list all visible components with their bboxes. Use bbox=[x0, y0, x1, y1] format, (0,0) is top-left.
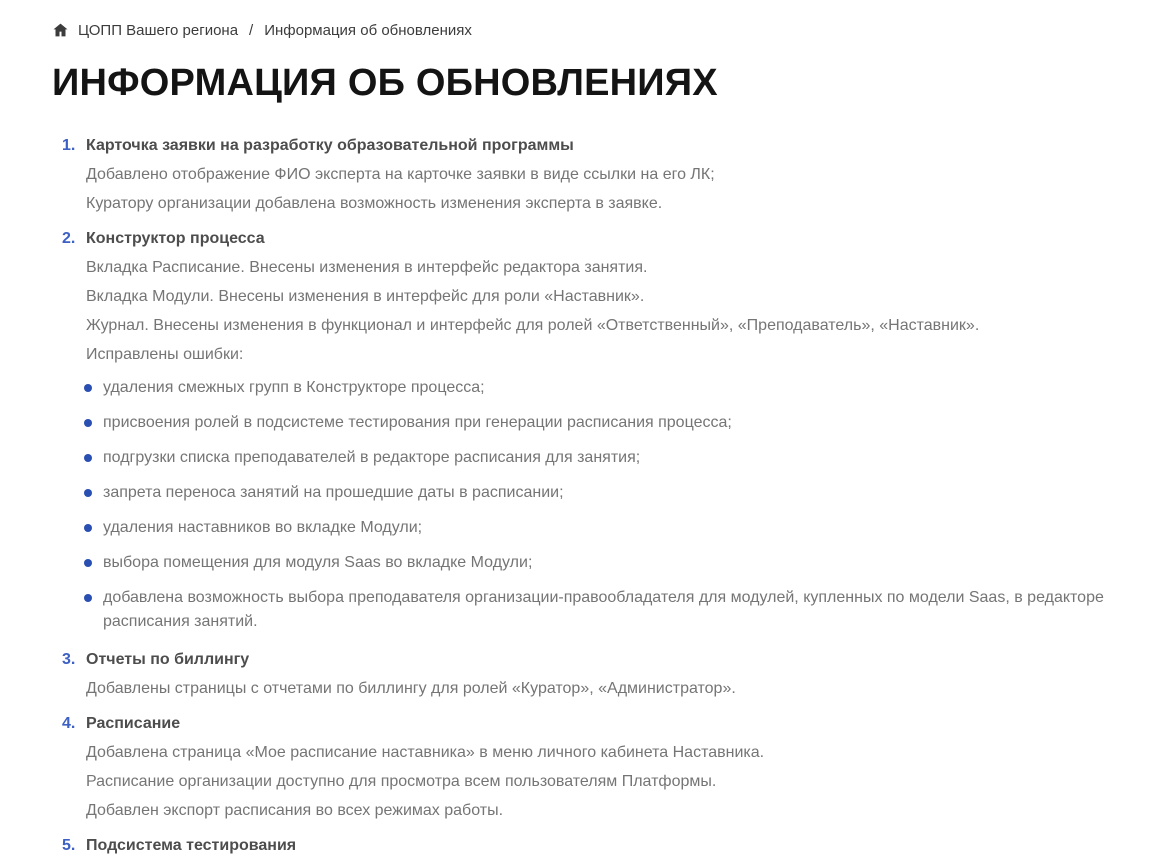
bullet-text: запрета переноса занятий на прошедшие даты в расписании; bbox=[103, 484, 564, 501]
bullet-item bbox=[86, 551, 1121, 575]
bullet-item bbox=[86, 586, 1121, 634]
bullet-item bbox=[86, 446, 1121, 470]
update-paragraph: Куратору организации добавлена возможность изменения эксперта в заявке. bbox=[86, 195, 663, 212]
update-title: Отчеты по биллингу bbox=[86, 651, 250, 668]
update-item bbox=[62, 224, 1121, 634]
update-head bbox=[62, 224, 1121, 253]
breadcrumb-current: Информация об обновлениях bbox=[264, 21, 472, 39]
update-number: 1. bbox=[62, 137, 76, 154]
update-paragraph: Вкладка Расписание. Внесены изменения в интерфейс редактора занятия. bbox=[86, 259, 648, 276]
update-paragraph: Вкладка Модули. Внесены изменения в интерфейс для роли «Наставник». bbox=[86, 288, 645, 305]
update-item bbox=[62, 645, 1121, 703]
update-body bbox=[62, 738, 1121, 825]
breadcrumb bbox=[52, 19, 1121, 41]
bullet-dot-icon bbox=[84, 524, 92, 532]
update-number: 5. bbox=[62, 837, 76, 854]
updates-list bbox=[52, 131, 1121, 860]
update-number: 3. bbox=[62, 651, 76, 668]
update-title: Расписание bbox=[86, 715, 181, 732]
update-paragraph: Журнал. Внесены изменения в функционал и интерфейс для ролей «Ответственный», «Преподаватель», «Наставник». bbox=[86, 317, 980, 334]
update-head bbox=[62, 831, 1121, 860]
update-title: Подсистема тестирования bbox=[86, 837, 297, 854]
update-title: Карточка заявки на разработку образовательной программы bbox=[86, 137, 574, 154]
bullet-text: выбора помещения для модуля Saas во вкладке Модули; bbox=[103, 554, 533, 571]
bullet-text: присвоения ролей в подсистеме тестирования при генерации расписания процесса; bbox=[103, 414, 732, 431]
update-item bbox=[62, 831, 1121, 860]
page-title: ИНФОРМАЦИЯ ОБ ОБНОВЛЕНИЯХ bbox=[52, 62, 718, 104]
bullet-item bbox=[86, 376, 1121, 400]
bullet-text: удаления смежных групп в Конструкторе процесса; bbox=[103, 379, 485, 396]
bullet-item bbox=[86, 516, 1121, 540]
breadcrumb-root-link[interactable]: ЦОПП Вашего региона bbox=[78, 21, 239, 39]
update-body bbox=[62, 674, 1121, 703]
update-paragraph: Добавлена страница «Мое расписание наставника» в меню личного кабинета Наставника. bbox=[86, 744, 765, 761]
update-body bbox=[62, 253, 1121, 634]
bullet-dot-icon bbox=[84, 454, 92, 462]
bullet-text: подгрузки списка преподавателей в редакторе расписания для занятия; bbox=[103, 449, 641, 466]
bullet-item bbox=[86, 411, 1121, 435]
update-bullets bbox=[86, 376, 1121, 634]
update-body bbox=[62, 160, 1121, 218]
bullet-dot-icon bbox=[84, 559, 92, 567]
bullet-dot-icon bbox=[84, 594, 92, 602]
bullet-dot-icon bbox=[84, 384, 92, 392]
bullet-text: добавлена возможность выбора преподавателя организации-правообладателя для модулей, купленных по модели Saas, в редакторе расписания занятий. bbox=[103, 589, 1104, 630]
update-number: 2. bbox=[62, 230, 76, 247]
breadcrumb-separator: / bbox=[249, 21, 254, 39]
bullet-dot-icon bbox=[84, 489, 92, 497]
update-item bbox=[62, 709, 1121, 825]
home-icon[interactable] bbox=[52, 22, 69, 38]
update-paragraph: Расписание организации доступно для просмотра всем пользователям Платформы. bbox=[86, 773, 717, 790]
update-item bbox=[62, 131, 1121, 218]
update-number: 4. bbox=[62, 715, 76, 732]
update-paragraph: Добавлены страницы с отчетами по биллингу для ролей «Куратор», «Администратор». bbox=[86, 680, 736, 697]
bullet-dot-icon bbox=[84, 419, 92, 427]
bullet-item bbox=[86, 481, 1121, 505]
update-head bbox=[62, 645, 1121, 674]
bullet-text: удаления наставников во вкладке Модули; bbox=[103, 519, 423, 536]
update-head bbox=[62, 709, 1121, 738]
update-paragraph: Добавлен экспорт расписания во всех режимах работы. bbox=[86, 802, 504, 819]
update-head bbox=[62, 131, 1121, 160]
update-title: Конструктор процесса bbox=[86, 230, 265, 247]
update-paragraph: Добавлено отображение ФИО эксперта на карточке заявки в виде ссылки на его ЛК; bbox=[86, 166, 715, 183]
update-paragraph: Исправлены ошибки: bbox=[86, 346, 244, 363]
